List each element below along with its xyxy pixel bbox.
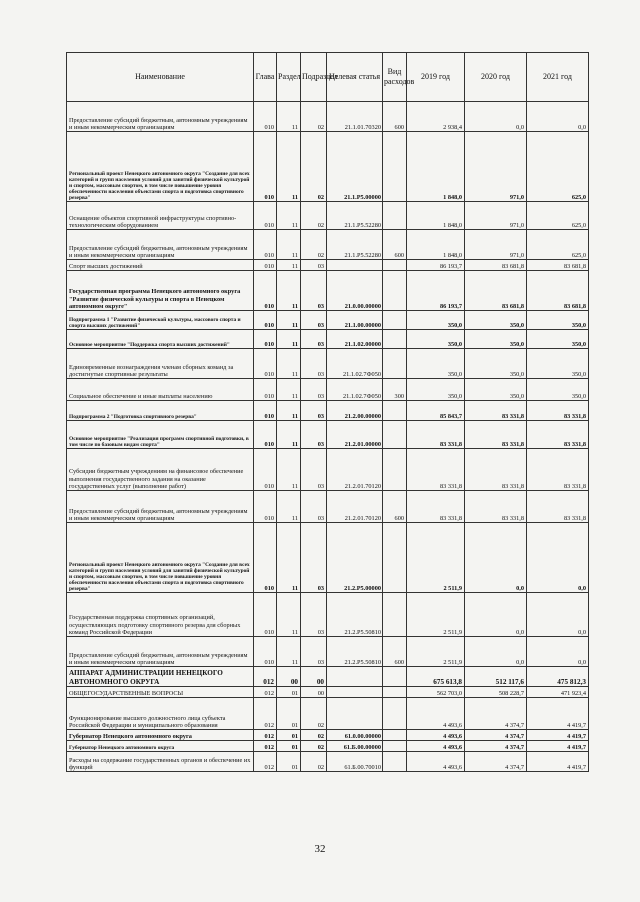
table-row — [67, 637, 589, 667]
cell-2019: 562 703,0 — [407, 687, 465, 698]
cell-target-article: 21.0.00.00000 — [327, 271, 383, 311]
cell-name: Предоставление субсидий бюджетным, автономным учреждениям и иным некоммерческим организациям — [67, 102, 254, 132]
cell-expense-type — [383, 132, 407, 202]
cell-2019: 350,0 — [407, 311, 465, 330]
cell-expense-type — [383, 730, 407, 741]
cell-2019: 675 613,8 — [407, 667, 465, 687]
table-row — [67, 230, 589, 260]
cell-target-article — [327, 260, 383, 271]
cell-razdel: 01 — [277, 730, 301, 741]
cell-expense-type — [383, 311, 407, 330]
table-row — [67, 741, 589, 752]
cell-glava: 012 — [254, 687, 277, 698]
cell-2020: 83 331,8 — [465, 401, 527, 421]
cell-glava: 010 — [254, 593, 277, 637]
cell-2021: 0,0 — [527, 593, 589, 637]
budget-table — [66, 52, 589, 772]
cell-razdel: 01 — [277, 741, 301, 752]
cell-2020: 83 331,8 — [465, 491, 527, 523]
cell-glava: 010 — [254, 421, 277, 449]
cell-2020: 0,0 — [465, 593, 527, 637]
cell-2019: 4 493,6 — [407, 698, 465, 730]
cell-target-article — [327, 667, 383, 687]
table-row — [67, 687, 589, 698]
cell-podrazdel: 02 — [301, 752, 327, 772]
cell-2019: 2 511,9 — [407, 593, 465, 637]
cell-glava: 010 — [254, 523, 277, 593]
cell-name: Единовременные вознаграждения членам сборных команд за достигнутые спортивные результаты — [67, 349, 254, 379]
cell-razdel: 11 — [277, 401, 301, 421]
cell-podrazdel: 02 — [301, 132, 327, 202]
cell-expense-type — [383, 349, 407, 379]
cell-target-article: 61.Б.00.70010 — [327, 752, 383, 772]
cell-name: Региональный проект Ненецкого автономного округа "Создание для всех категорий и групп населения условий для занятий физической культурой и спортом, массовым спортом, в том числе повышение уровня обеспеченности населения объектами спорта и подготовка спортивного резерва" — [67, 523, 254, 593]
cell-podrazdel: 02 — [301, 741, 327, 752]
cell-glava: 010 — [254, 271, 277, 311]
cell-razdel: 11 — [277, 230, 301, 260]
cell-name: Губернатор Ненецкого автономного округа — [67, 741, 254, 752]
cell-podrazdel: 03 — [301, 637, 327, 667]
cell-2019: 86 193,7 — [407, 271, 465, 311]
cell-razdel: 11 — [277, 202, 301, 230]
cell-expense-type: 600 — [383, 230, 407, 260]
cell-name: Оснащение объектов спортивной инфраструктуры спортивно-технологическим оборудованием — [67, 202, 254, 230]
page-number: 32 — [314, 843, 326, 855]
cell-target-article: 21.2.01.70120 — [327, 491, 383, 523]
cell-expense-type — [383, 271, 407, 311]
cell-2020: 4 374,7 — [465, 741, 527, 752]
cell-target-article: 21.1.01.70320 — [327, 102, 383, 132]
cell-razdel: 01 — [277, 687, 301, 698]
cell-podrazdel: 00 — [301, 667, 327, 687]
cell-glava: 010 — [254, 401, 277, 421]
cell-glava: 010 — [254, 260, 277, 271]
cell-podrazdel: 02 — [301, 230, 327, 260]
cell-2019: 2 511,9 — [407, 523, 465, 593]
cell-2019: 1 848,0 — [407, 230, 465, 260]
cell-name: Подпрограмма 1 "Развитие физической культуры, массового спорта и спорта высших достижений" — [67, 311, 254, 330]
cell-expense-type — [383, 449, 407, 491]
cell-target-article: 21.1.Р5.52280 — [327, 230, 383, 260]
table-body — [67, 102, 589, 772]
cell-podrazdel: 03 — [301, 379, 327, 401]
header-glava: Глава — [254, 53, 277, 102]
cell-2020: 4 374,7 — [465, 752, 527, 772]
cell-2021: 83 331,8 — [527, 491, 589, 523]
cell-podrazdel: 00 — [301, 687, 327, 698]
table-row — [67, 523, 589, 593]
cell-glava: 012 — [254, 730, 277, 741]
table-row — [67, 449, 589, 491]
cell-target-article: 21.1.Р5.52280 — [327, 202, 383, 230]
cell-name: Подпрограмма 2 "Подготовка спортивного резерва" — [67, 401, 254, 421]
table-row — [67, 698, 589, 730]
cell-target-article: 21.2.01.00000 — [327, 421, 383, 449]
cell-razdel: 01 — [277, 752, 301, 772]
cell-2021: 350,0 — [527, 330, 589, 349]
cell-2019: 350,0 — [407, 349, 465, 379]
header-razdel: Раздел — [277, 53, 301, 102]
cell-2020: 4 374,7 — [465, 698, 527, 730]
cell-target-article — [327, 698, 383, 730]
table-header-row — [67, 53, 589, 102]
cell-name: Субсидии бюджетным учреждениям на финансовое обеспечение выполнения государственного задания на оказание государственных услуг (выполнение работ) — [67, 449, 254, 491]
cell-2021: 83 681,8 — [527, 271, 589, 311]
cell-2021: 0,0 — [527, 102, 589, 132]
cell-target-article: 61.0.00.00000 — [327, 730, 383, 741]
cell-expense-type — [383, 202, 407, 230]
cell-expense-type: 600 — [383, 637, 407, 667]
cell-target-article: 21.1.02.00000 — [327, 330, 383, 349]
cell-glava: 010 — [254, 491, 277, 523]
cell-2021: 625,0 — [527, 230, 589, 260]
cell-podrazdel: 03 — [301, 330, 327, 349]
header-name: Наименование — [67, 53, 254, 102]
cell-glava: 010 — [254, 379, 277, 401]
cell-podrazdel: 03 — [301, 401, 327, 421]
cell-2021: 83 331,8 — [527, 449, 589, 491]
cell-podrazdel: 03 — [301, 523, 327, 593]
cell-name: Предоставление субсидий бюджетным, автономным учреждениям и иным некоммерческим организациям — [67, 230, 254, 260]
cell-razdel: 11 — [277, 260, 301, 271]
cell-2019: 85 843,7 — [407, 401, 465, 421]
cell-podrazdel: 03 — [301, 260, 327, 271]
cell-2020: 971,0 — [465, 202, 527, 230]
cell-podrazdel: 03 — [301, 311, 327, 330]
table-row — [67, 752, 589, 772]
cell-name: АППАРАТ АДМИНИСТРАЦИИ НЕНЕЦКОГО АВТОНОМНОГО ОКРУГА — [67, 667, 254, 687]
cell-expense-type — [383, 667, 407, 687]
cell-2019: 4 493,6 — [407, 741, 465, 752]
cell-2021: 475 812,3 — [527, 667, 589, 687]
cell-2019: 2 511,9 — [407, 637, 465, 667]
cell-razdel: 11 — [277, 523, 301, 593]
table-row — [67, 730, 589, 741]
header-2020: 2020 год — [465, 53, 527, 102]
cell-expense-type — [383, 260, 407, 271]
cell-glava: 012 — [254, 698, 277, 730]
cell-target-article: 21.1.00.00000 — [327, 311, 383, 330]
table-row — [67, 401, 589, 421]
cell-razdel: 01 — [277, 698, 301, 730]
cell-expense-type — [383, 741, 407, 752]
cell-razdel: 11 — [277, 593, 301, 637]
header-2019: 2019 год — [407, 53, 465, 102]
cell-2020: 508 228,7 — [465, 687, 527, 698]
cell-glava: 010 — [254, 449, 277, 491]
table-row — [67, 330, 589, 349]
cell-2019: 1 848,0 — [407, 202, 465, 230]
cell-target-article: 21.2.01.70120 — [327, 449, 383, 491]
cell-name: Основное мероприятие "Реализация программ спортивной подготовки, в том числе по базовым видам спорта" — [67, 421, 254, 449]
cell-glava: 010 — [254, 349, 277, 379]
cell-2019: 4 493,6 — [407, 730, 465, 741]
cell-name: Государственная поддержка спортивных организаций, осуществляющих подготовку спортивного резерва для сборных команд Российской Федерации — [67, 593, 254, 637]
cell-razdel: 11 — [277, 311, 301, 330]
cell-2019: 83 331,8 — [407, 449, 465, 491]
cell-2019: 1 848,0 — [407, 132, 465, 202]
cell-expense-type: 600 — [383, 102, 407, 132]
cell-podrazdel: 02 — [301, 730, 327, 741]
cell-2019: 2 938,4 — [407, 102, 465, 132]
cell-name: Основное мероприятие "Поддержка спорта высших достижений" — [67, 330, 254, 349]
header-expense-type: Вид расходов — [383, 53, 407, 102]
cell-podrazdel: 03 — [301, 271, 327, 311]
cell-target-article: 21.2.Р5.00000 — [327, 523, 383, 593]
cell-name: Губернатор Ненецкого автономного округа — [67, 730, 254, 741]
cell-glava: 010 — [254, 330, 277, 349]
cell-2021: 4 419,7 — [527, 730, 589, 741]
cell-2020: 83 331,8 — [465, 421, 527, 449]
cell-name: ОБЩЕГОСУДАРСТВЕННЫЕ ВОПРОСЫ — [67, 687, 254, 698]
cell-2021: 4 419,7 — [527, 752, 589, 772]
cell-2019: 86 193,7 — [407, 260, 465, 271]
cell-2020: 83 681,8 — [465, 271, 527, 311]
cell-glava: 012 — [254, 752, 277, 772]
cell-podrazdel: 03 — [301, 449, 327, 491]
cell-razdel: 11 — [277, 132, 301, 202]
cell-expense-type — [383, 593, 407, 637]
table-row — [67, 311, 589, 330]
cell-razdel: 11 — [277, 349, 301, 379]
cell-razdel: 11 — [277, 491, 301, 523]
cell-target-article: 21.2.00.00000 — [327, 401, 383, 421]
cell-expense-type: 600 — [383, 491, 407, 523]
header-target-article: Целевая статья — [327, 53, 383, 102]
table-row — [67, 102, 589, 132]
cell-podrazdel: 03 — [301, 491, 327, 523]
cell-2019: 4 493,6 — [407, 752, 465, 772]
cell-podrazdel: 02 — [301, 698, 327, 730]
cell-2021: 350,0 — [527, 379, 589, 401]
cell-2020: 971,0 — [465, 230, 527, 260]
cell-name: Предоставление субсидий бюджетным, автономным учреждениям и иным некоммерческим организациям — [67, 637, 254, 667]
cell-razdel: 11 — [277, 637, 301, 667]
cell-target-article: 61.Б.00.00000 — [327, 741, 383, 752]
cell-expense-type — [383, 687, 407, 698]
cell-2019: 83 331,8 — [407, 421, 465, 449]
cell-glava: 010 — [254, 637, 277, 667]
cell-name: Региональный проект Ненецкого автономного округа "Создание для всех категорий и групп населения условий для занятий физической культурой и спортом, массовым спортом, в том числе повышение уровня обеспеченности населения объектами спорта и подготовка спортивного резерва" — [67, 132, 254, 202]
cell-glava: 010 — [254, 102, 277, 132]
cell-razdel: 11 — [277, 102, 301, 132]
cell-2021: 625,0 — [527, 202, 589, 230]
cell-2021: 4 419,7 — [527, 741, 589, 752]
cell-2020: 350,0 — [465, 349, 527, 379]
table-row — [67, 260, 589, 271]
cell-glava: 012 — [254, 741, 277, 752]
cell-razdel: 11 — [277, 421, 301, 449]
cell-target-article: 21.1.02.7Ф050 — [327, 349, 383, 379]
cell-name: Социальное обеспечение и иные выплаты населению — [67, 379, 254, 401]
cell-target-article: 21.1.02.7Ф050 — [327, 379, 383, 401]
cell-2019: 350,0 — [407, 379, 465, 401]
cell-target-article: 21.1.Р5.00000 — [327, 132, 383, 202]
cell-expense-type — [383, 752, 407, 772]
table-row — [67, 349, 589, 379]
table-row — [67, 421, 589, 449]
cell-glava: 010 — [254, 132, 277, 202]
cell-2021: 83 331,8 — [527, 401, 589, 421]
cell-2020: 0,0 — [465, 637, 527, 667]
table-row — [67, 132, 589, 202]
cell-expense-type — [383, 401, 407, 421]
cell-2019: 350,0 — [407, 330, 465, 349]
header-2021: 2021 год — [527, 53, 589, 102]
cell-2020: 350,0 — [465, 330, 527, 349]
cell-razdel: 11 — [277, 449, 301, 491]
cell-2020: 0,0 — [465, 102, 527, 132]
cell-name: Функционирование высшего должностного лица субъекта Российской Федерации и муниципального образования — [67, 698, 254, 730]
cell-name: Спорт высших достижений — [67, 260, 254, 271]
cell-razdel: 00 — [277, 667, 301, 687]
cell-2021: 350,0 — [527, 349, 589, 379]
cell-expense-type: 300 — [383, 379, 407, 401]
cell-razdel: 11 — [277, 271, 301, 311]
cell-target-article: 21.2.Р5.50810 — [327, 593, 383, 637]
cell-razdel: 11 — [277, 330, 301, 349]
table-row — [67, 202, 589, 230]
cell-glava: 010 — [254, 311, 277, 330]
cell-2021: 0,0 — [527, 637, 589, 667]
cell-2020: 350,0 — [465, 379, 527, 401]
cell-2020: 4 374,7 — [465, 730, 527, 741]
cell-name: Государственная программа Ненецкого автономного округа "Развитие физической культуры и спорта в Ненецком автономном округе" — [67, 271, 254, 311]
table-row — [67, 491, 589, 523]
cell-2021: 4 419,7 — [527, 698, 589, 730]
cell-expense-type — [383, 698, 407, 730]
cell-2021: 83 331,8 — [527, 421, 589, 449]
cell-2021: 471 923,4 — [527, 687, 589, 698]
cell-podrazdel: 03 — [301, 421, 327, 449]
cell-expense-type — [383, 330, 407, 349]
cell-expense-type — [383, 421, 407, 449]
table-row — [67, 271, 589, 311]
cell-razdel: 11 — [277, 379, 301, 401]
cell-2020: 512 117,6 — [465, 667, 527, 687]
cell-2021: 83 681,8 — [527, 260, 589, 271]
cell-expense-type — [383, 523, 407, 593]
cell-podrazdel: 02 — [301, 202, 327, 230]
table-row — [67, 593, 589, 637]
header-podrazdel: Подраздел — [301, 53, 327, 102]
cell-glava: 010 — [254, 230, 277, 260]
cell-2020: 971,0 — [465, 132, 527, 202]
cell-glava: 010 — [254, 202, 277, 230]
cell-name: Предоставление субсидий бюджетным, автономным учреждениям и иным некоммерческим организациям — [67, 491, 254, 523]
cell-2021: 0,0 — [527, 523, 589, 593]
cell-target-article — [327, 687, 383, 698]
cell-2021: 350,0 — [527, 311, 589, 330]
cell-glava: 012 — [254, 667, 277, 687]
cell-2020: 83 681,8 — [465, 260, 527, 271]
cell-2020: 350,0 — [465, 311, 527, 330]
cell-2019: 83 331,8 — [407, 491, 465, 523]
table-row — [67, 667, 589, 687]
cell-podrazdel: 03 — [301, 593, 327, 637]
cell-name: Расходы на содержание государственных органов и обеспечение их функций — [67, 752, 254, 772]
cell-2020: 0,0 — [465, 523, 527, 593]
table-row — [67, 379, 589, 401]
cell-podrazdel: 02 — [301, 102, 327, 132]
cell-2020: 83 331,8 — [465, 449, 527, 491]
cell-podrazdel: 03 — [301, 349, 327, 379]
cell-2021: 625,0 — [527, 132, 589, 202]
cell-target-article: 21.2.Р5.50810 — [327, 637, 383, 667]
